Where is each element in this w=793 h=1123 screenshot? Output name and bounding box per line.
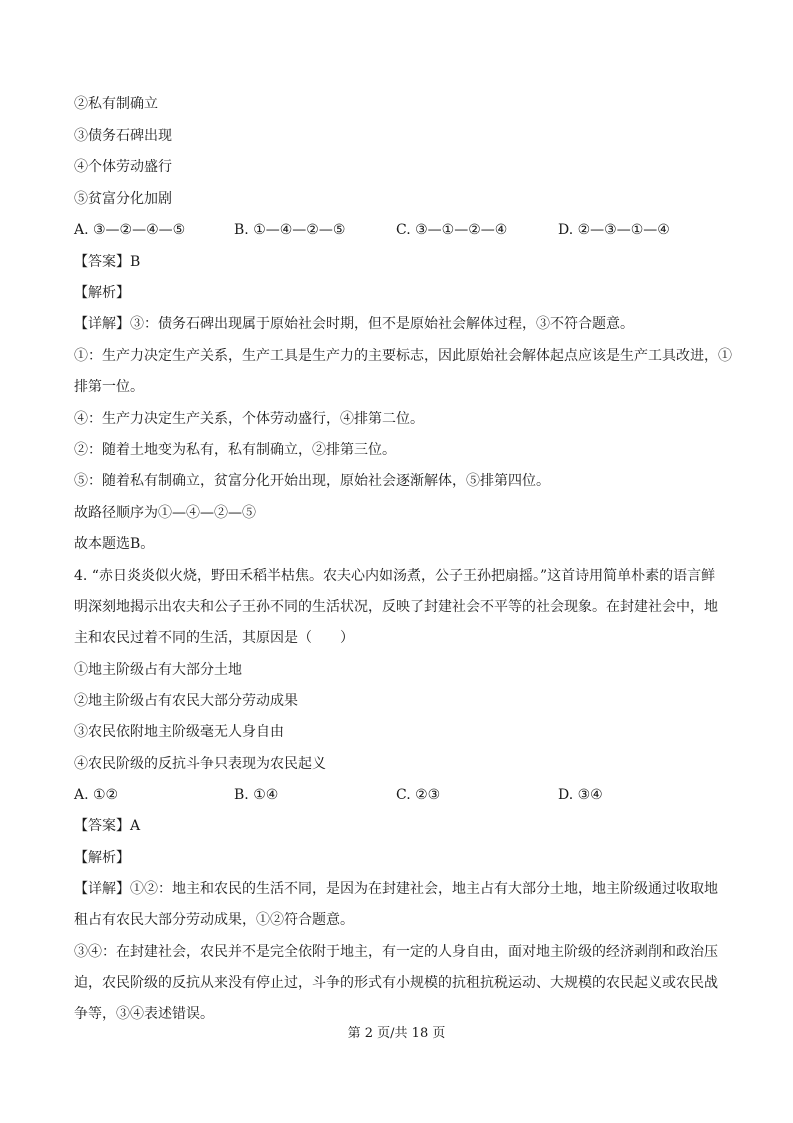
q3-item-4: ④个体劳动盛行 — [74, 159, 172, 175]
q3-analysis-label: 【解析】 — [74, 285, 130, 301]
q4-analysis-label: 【解析】 — [74, 850, 130, 866]
q3-answer: 【答案】B — [74, 254, 141, 270]
q3-option-a: A. ③—②—④—⑤ — [74, 222, 186, 238]
q3-item-3: ③债务石碑出现 — [74, 128, 172, 144]
q4-stem-line: 明深刻地揭示出农夫和公子王孙不同的生活状况，反映了封建社会不平等的社会现象。在封建社会中，地 — [74, 599, 718, 615]
q3-item-2: ②私有制确立 — [74, 96, 158, 112]
q4-stem-line: 4. “赤日炎炎似火烧，野田禾稻半枯焦。农夫心内如汤煮，公子王孙把扇摇。”这首诗用简单朴素的语言鲜 — [74, 568, 716, 584]
q4-option-c: C. ②③ — [396, 787, 441, 803]
q3-explanation-line: ④：生产力决定生产关系，个体劳动盛行，④排第二位。 — [74, 411, 424, 427]
q3-option-b: B. ①—④—②—⑤ — [234, 222, 346, 238]
q4-option-d: D. ③④ — [558, 787, 603, 803]
q3-explanation-line: ②：随着土地变为私有，私有制确立，②排第三位。 — [74, 442, 396, 458]
q3-explanation-line: 排第一位。 — [74, 379, 144, 395]
q4-option-a: A. ①② — [74, 787, 119, 803]
q4-explanation-line: 【详解】①②：地主和农民的生活不同，是因为在封建社会，地主占有大部分土地，地主阶级通过收取地 — [74, 881, 718, 897]
q4-option-b: B. ①④ — [234, 787, 279, 803]
q4-explanation-line: ③④：在封建社会，农民并不是完全依附于地主，有一定的人身自由，面对地主阶级的经济剥削和政治压 — [74, 944, 718, 960]
q3-explanation-line: 故本题选B。 — [74, 536, 155, 552]
q3-option-c: C. ③—①—②—④ — [396, 222, 508, 238]
q3-explanation-line: ①：生产力决定生产关系，生产工具是生产力的主要标志，因此原始社会解体起点应该是生产工具改进，① — [74, 348, 732, 364]
q3-explanation-line: 故路径顺序为①—④—②—⑤ — [74, 505, 256, 521]
q4-explanation-line: 迫，农民阶级的反抗从来没有停止过，斗争的形式有小规模的抗租抗税运动、大规模的农民起义或农民战 — [74, 975, 718, 991]
q4-explanation-line: 租占有农民大部分劳动成果，①②符合题意。 — [74, 912, 354, 928]
q4-item-2: ②地主阶级占有农民大部分劳动成果 — [74, 693, 298, 709]
q3-item-5: ⑤贫富分化加剧 — [74, 191, 172, 207]
q4-item-4: ④农民阶级的反抗斗争只表现为农民起义 — [74, 756, 326, 772]
q4-stem-line: 主和农民过着不同的生活，其原因是（ ） — [74, 630, 354, 646]
q3-explanation-line: ⑤：随着私有制确立，贫富分化开始出现，原始社会逐渐解体，⑤排第四位。 — [74, 473, 550, 489]
q4-answer: 【答案】A — [74, 818, 141, 834]
q3-option-d: D. ②—③—①—④ — [558, 222, 670, 238]
page-footer: 第 2 页/共 18 页 — [347, 1026, 446, 1041]
q4-item-1: ①地主阶级占有大部分土地 — [74, 662, 242, 678]
q4-item-3: ③农民依附地主阶级毫无人身自由 — [74, 724, 284, 740]
q3-explanation-line: 【详解】③：债务石碑出现属于原始社会时期，但不是原始社会解体过程，③不符合题意。 — [74, 316, 634, 332]
q4-explanation-line: 争等，③④表述错误。 — [74, 1006, 214, 1022]
